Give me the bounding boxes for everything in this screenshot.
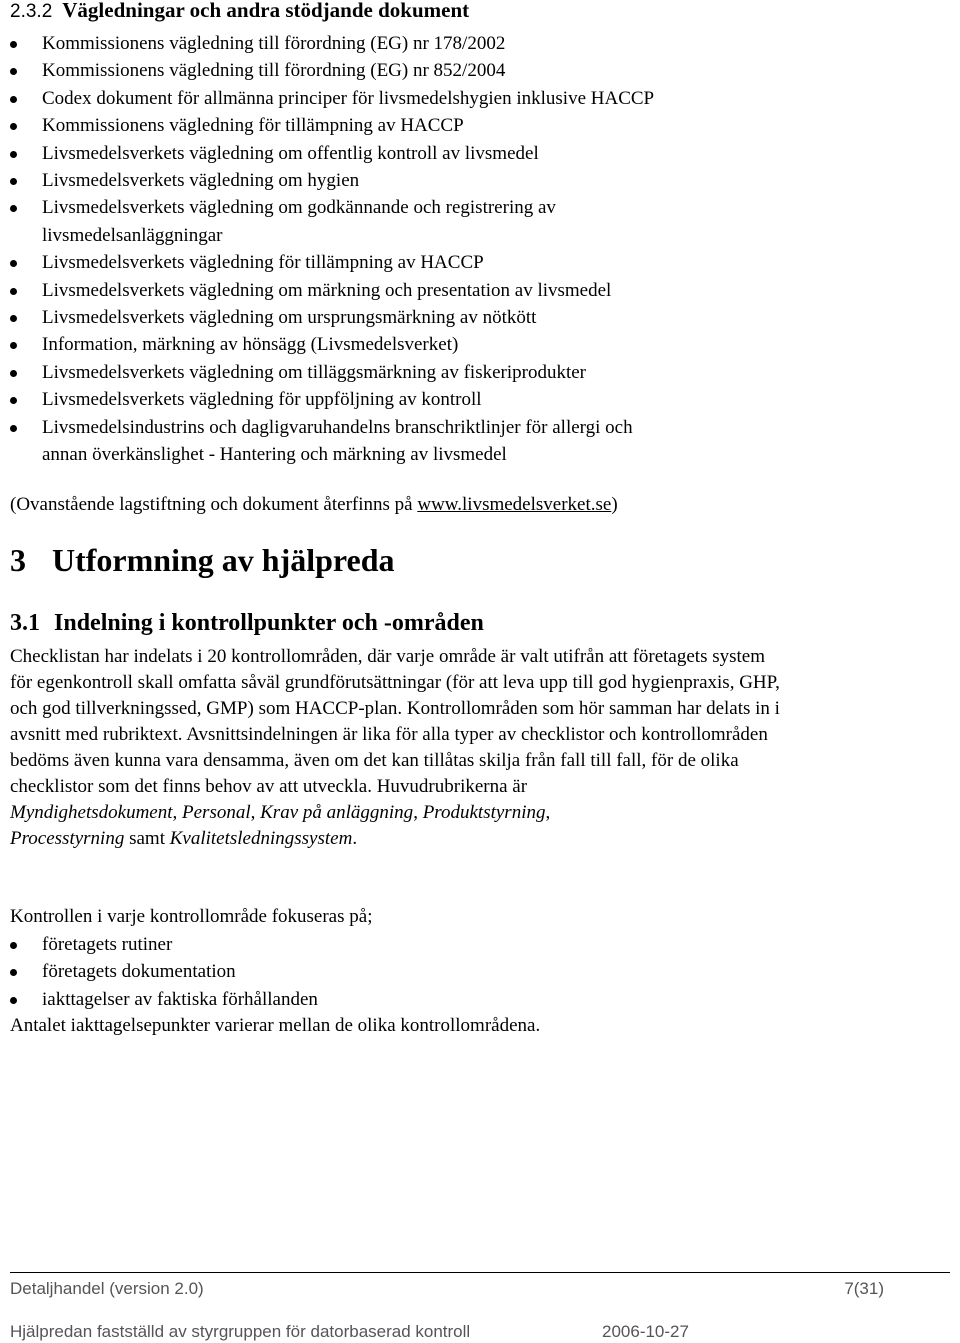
section-title: Indelning i kontrollpunkter och -områden: [54, 610, 484, 636]
list-item: iakttagelser av faktiska förhållanden: [0, 986, 318, 1013]
list-item: Livsmedelsverkets vägledning för uppföljning av kontroll: [0, 386, 654, 413]
rubric-produktstyrning: Produktstyrning: [422, 802, 546, 823]
source-note: (Ovanstående lagstiftning och dokument återfinns på www.livsmedelsverket.se): [10, 494, 618, 515]
rubric-processtyrning: Processtyrning: [10, 828, 125, 849]
bullet-icon: [10, 969, 17, 976]
section-number: 2.3.2: [10, 1, 53, 22]
section-heading-3-1: [10, 606, 484, 640]
page-number: 7(31): [844, 1279, 884, 1298]
list-item: Livsmedelsverkets vägledning om godkännande och registrering av livsmedelsanläggningar: [0, 194, 654, 249]
rubric-myndighetsdokument: Myndighetsdokument: [10, 802, 173, 823]
footer-date: 2006-10-27: [602, 1322, 689, 1341]
list-item: Kommissionens vägledning till förordning (EG) nr 178/2002: [0, 30, 654, 57]
bullet-icon: [10, 288, 17, 295]
body-paragraph: Checklistan har indelats i 20 kontrollområden, där varje område är valt utifrån att företagets system för egenkontroll skall omfatta såväl grundförutsättningar (för att leva upp till god hygienpraxis, GHP, och god tillverkningssed, GMP) som HACCP-plan. Kontrollområden som hör samman har delats in i avsnitt med rubriktext. Avsnittsindelningen är lika för alla typer av checklistor och kontrollområden bedöms även kunna vara densamma, även om det kan tillåtas skilja från fall till fall, för de olika checklistor som det finns behov av att utveckla. Huvudrubrikerna är Myndighetsdokument, Personal, Krav på anläggning, Produktstyrning, Processtyrning samt Kvalitetsledningssystem.: [10, 646, 780, 849]
bullet-icon: [10, 41, 17, 48]
chapter-heading-3: [10, 538, 395, 582]
chapter-number: 3: [10, 542, 26, 578]
bullet-icon: [10, 123, 17, 130]
list-item: Kommissionens vägledning till förordning (EG) nr 852/2004: [0, 57, 654, 84]
bullet-icon: [10, 997, 17, 1004]
bullet-icon: [10, 942, 17, 949]
footer-divider: [10, 1272, 950, 1273]
bullet-icon: [10, 68, 17, 75]
chapter-title: Utformning av hjälpreda: [52, 542, 395, 578]
bullet-icon: [10, 425, 17, 432]
bullet-icon: [10, 315, 17, 322]
bullet-icon: [10, 260, 17, 267]
rubric-krav-pa-anlaggning: Krav på anläggning: [260, 802, 414, 823]
footer-row: [10, 1322, 950, 1342]
footer-doc-title: Detaljhandel (version 2.0): [10, 1279, 204, 1298]
list-item: företagets dokumentation: [0, 958, 318, 985]
section-title: Vägledningar och andra stödjande dokument: [62, 0, 470, 22]
list-item: Livsmedelsverkets vägledning om märkning och presentation av livsmedel: [0, 277, 654, 304]
livsmedelsverket-link[interactable]: www.livsmedelsverket.se: [417, 494, 612, 515]
list-item: Livsmedelsindustrins och dagligvaruhandelns branschriktlinjer för allergi och annan överkänslighet - Hantering och märkning av livsmedel: [0, 414, 654, 469]
section-heading-2-3-2: [10, 0, 469, 28]
list-item: Livsmedelsverkets vägledning för tillämpning av HACCP: [0, 249, 654, 276]
list-item: Livsmedelsverkets vägledning om tilläggsmärkning av fiskeriprodukter: [0, 359, 654, 386]
focus-list: [0, 931, 318, 1013]
bullet-icon: [10, 370, 17, 377]
focus-intro: Kontrollen i varje kontrollområde fokuseras på;: [10, 906, 373, 927]
list-item: Livsmedelsverkets vägledning om offentlig kontroll av livsmedel: [0, 140, 654, 167]
list-item: Codex dokument för allmänna principer för livsmedelshygien inklusive HACCP: [0, 85, 654, 112]
focus-outro: Antalet iakttagelsepunkter varierar mellan de olika kontrollområdena.: [10, 1015, 541, 1036]
list-item: Livsmedelsverkets vägledning om ursprungsmärkning av nötkött: [0, 304, 654, 331]
reference-list: [0, 30, 654, 469]
rubric-personal: Personal: [182, 802, 251, 823]
list-item: Kommissionens vägledning för tillämpning av HACCP: [0, 112, 654, 139]
bullet-icon: [10, 96, 17, 103]
list-item: Livsmedelsverkets vägledning om hygien: [0, 167, 654, 194]
bullet-icon: [10, 205, 17, 212]
list-item: företagets rutiner: [0, 931, 318, 958]
footer-row: [10, 1279, 950, 1299]
bullet-icon: [10, 178, 17, 185]
bullet-icon: [10, 397, 17, 404]
bullet-icon: [10, 151, 17, 158]
bullet-icon: [10, 342, 17, 349]
footer-approval: Hjälpredan fastställd av styrgruppen för datorbaserad kontroll: [10, 1322, 471, 1341]
rubric-kvalitetsledningssystem: Kvalitetsledningssystem: [169, 828, 353, 849]
list-item: Information, märkning av hönsägg (Livsmedelsverket): [0, 331, 654, 358]
section-number: 3.1: [10, 610, 40, 636]
